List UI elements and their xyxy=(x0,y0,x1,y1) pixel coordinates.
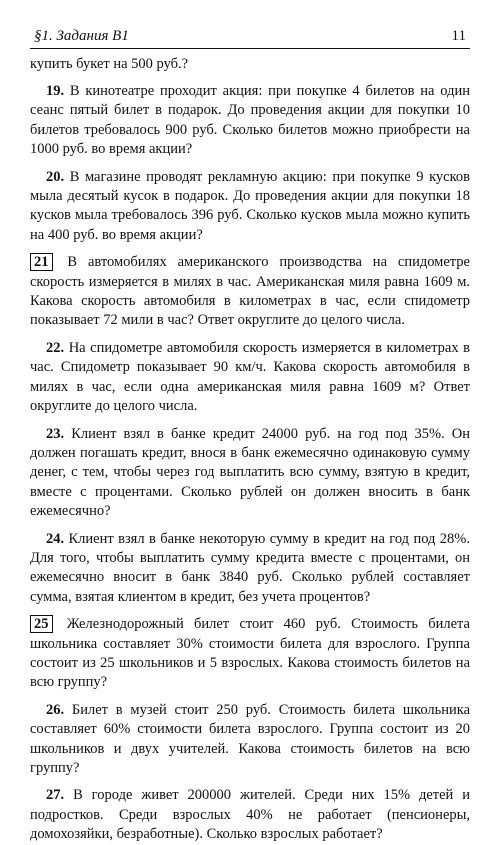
running-header xyxy=(30,28,470,49)
problem-number: 24. xyxy=(46,530,65,547)
boxed-problem-number: 21 xyxy=(30,253,53,271)
problem-number: 20. xyxy=(46,168,65,185)
problem-text: Железнодорожный билет стоит 460 руб. Стоимость билета школьника составляет 30% стоимости билета для взрослого. Группа состоит из 25 школьников и 5 взрослых. Какова стоимость билетов на всю группу? xyxy=(30,616,470,691)
problem-number: 27. xyxy=(46,787,65,804)
page-number: 11 xyxy=(451,28,466,44)
problem-number: 26. xyxy=(46,701,65,718)
problem-19 xyxy=(30,82,470,160)
problem-text: В автомобилях американского производства на спидометре скорость измеряется в милях в час. Американская миля равна 1609 м. Какова скорость автомобиля в километрах в час, если спидометр показывает 72 мили в час? Ответ округлите до целого числа. xyxy=(30,254,470,329)
boxed-problem-number: 25 xyxy=(30,615,53,633)
problem-26 xyxy=(30,701,470,779)
problem-number: 22. xyxy=(46,339,65,356)
problem-23 xyxy=(30,425,470,522)
problem-text: Билет в музей стоит 250 руб. Стоимость билета школьника составляет 60% стоимости билета взрослого. Группа состоит из 20 школьников и двух учителей. Какова стоимость билетов на всю группу? xyxy=(30,701,471,776)
problem-number: 23. xyxy=(46,425,65,442)
problem-text: В городе живет 200000 жителей. Среди них 15% детей и подростков. Среди взрослых 40% не работает (пенсионеры, домохозяйки, безработные). Сколько взрослых работает? xyxy=(30,787,470,843)
problem-text: На спидометре автомобиля скорость измеряется в километрах в час. Спидометр показывает 90 км/ч. Какова скорость автомобиля в милях в час, если одна американская миля равна 1609 м? Ответ округлите до целого числа. xyxy=(30,339,470,415)
problem-21 xyxy=(30,253,470,331)
problem-number: 19. xyxy=(46,83,65,99)
problem-22 xyxy=(30,339,470,417)
problem-20 xyxy=(30,168,470,246)
problem-24 xyxy=(30,530,470,608)
book-page xyxy=(30,28,470,845)
problem-text: В магазине проводят рекламную акцию: при покупке 9 кусков мыла десятый кусок в подарок. До проведения акции для покупки 18 кусков мыла требовалось 396 руб. Сколько кусков мыла можно купить на 400 руб. во время акции? xyxy=(30,168,470,243)
problem-text: В кинотеатре проходит акция: при покупке 4 билетов на один сеанс пятый билет в подарок. До проведения акции для покупки 10 билетов требовалось 900 руб. Сколько билетов можно приобрести на 1000 руб. во время акции? xyxy=(30,83,471,158)
carry-over-text: купить букет на 500 руб.? xyxy=(30,56,189,72)
section-title: §1. Задания B1 xyxy=(34,28,129,44)
problem-25 xyxy=(30,615,470,693)
problem-text: Клиент взял в банке кредит 24000 руб. на год под 35%. Он должен погашать кредит, внося в банк ежемесячно одинаковую сумму денег, с тем, чтобы через год выплатить всю сумму, взятую в кредит, вместе с процентами. Сколько рублей он должен вносить в банк ежемесячно? xyxy=(30,425,471,520)
problem-27 xyxy=(30,786,470,844)
problem-text: Клиент взял в банке некоторую сумму в кредит на год под 28%. Для того, чтобы выплатить сумму кредита вместе с процентами, он ежемесячно вносит в банк 3840 руб. Сколько рублей составляет сумма, взятая клиентом в кредит, без учета процентов? xyxy=(30,530,471,605)
